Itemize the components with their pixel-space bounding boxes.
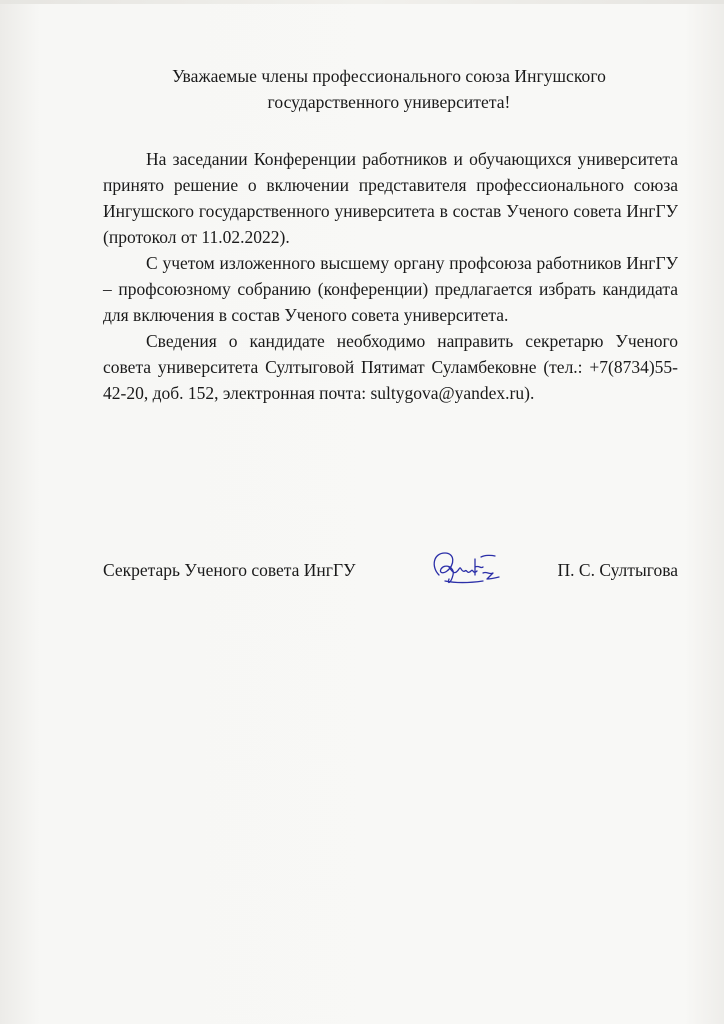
greeting-line-1: Уважаемые члены профессионального союза Ингушского <box>172 66 606 86</box>
greeting-line-2: государственного университета! <box>267 92 511 112</box>
letter-body <box>103 146 678 406</box>
paragraph-conference-decision: На заседании Конференции работников и обучающихся университета принято решение о включении представителя профессионального союза Ингушского государственного университета в состав Ученого совета ИнгГУ (протокол от 11.02.2022). <box>103 149 678 247</box>
paragraph-candidate-election: С учетом изложенного высшему органу профсоюза работников ИнгГУ – профсоюзному собранию (конференции) предлагается избрать кандидата для включения в состав Ученого совета университета. <box>103 253 678 325</box>
paper-top-edge <box>0 0 724 4</box>
handwritten-signature <box>425 545 503 591</box>
signature-block <box>103 557 678 585</box>
signer-title: Секретарь Ученого совета ИнгГУ <box>103 560 356 580</box>
paragraph-contact-info: Сведения о кандидате необходимо направить секретарю Ученого совета университета Султыговой Пятимат Суламбековне (тел.: +7(8734)55-42-20, доб. 152, электронная почта: sultygova@yandex.ru). <box>103 331 678 403</box>
letter-greeting <box>100 63 678 115</box>
signer-name: П. С. Султыгова <box>557 560 678 580</box>
